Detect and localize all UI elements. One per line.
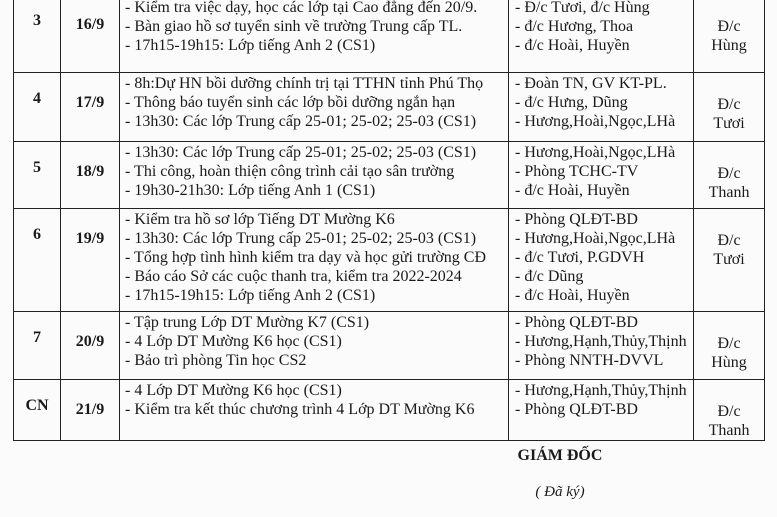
lead-line: Thanh [708, 422, 750, 439]
schedule-row [14, 0, 765, 73]
task-line: - Bàn giao hồ sơ tuyển sinh về trường Trung cấp TL. [125, 18, 463, 35]
lead-line: Đ/c [717, 403, 741, 420]
task-line: - 13h30: Các lớp Trung cấp 25-01; 25-02; 25-03 (CS1) [125, 113, 477, 130]
lead-line: Tươi [713, 251, 745, 268]
assignee-line: - Phòng QLĐT-BD [515, 314, 638, 331]
date-cell: 18/9 [61, 142, 120, 209]
assignee-line: - Đoàn TN, GV KT-PL. [515, 75, 667, 92]
task-line: - Thi công, hoàn thiện công trình cải tạo sân trường [125, 163, 455, 180]
assignees-cell [509, 0, 694, 73]
assignee-line: - Phòng QLĐT-BD [515, 211, 638, 228]
tasks-cell [120, 73, 509, 142]
weekday-cell: 6 [14, 209, 61, 312]
signature-title: GIÁM ĐỐC [517, 447, 603, 464]
schedule-row [14, 73, 765, 142]
task-line: - Tổng hợp tình hình kiểm tra dạy và học gửi trường CĐ [125, 249, 487, 266]
lead-cell [694, 0, 765, 73]
task-line: - 4 Lớp DT Mường K6 học (CS1) [125, 382, 342, 399]
task-line: - Tập trung Lớp DT Mường K7 (CS1) [125, 314, 370, 331]
tasks-cell [120, 142, 509, 209]
task-line: - 17h15-19h15: Lớp tiếng Anh 2 (CS1) [125, 37, 376, 54]
lead-line: Đ/c [717, 165, 741, 182]
signature-note: ( Đã ký) [535, 484, 585, 500]
assignee-line: - Hương,Hạnh,Thủy,Thịnh [515, 382, 687, 399]
assignees-cell [509, 142, 694, 209]
task-line: - 13h30: Các lớp Trung cấp 25-01; 25-02; 25-03 (CS1) [125, 230, 477, 247]
assignee-line: - Đ/c Tươi, đ/c Hùng [515, 0, 650, 16]
assignee-line: - Phòng NNTH-DVVL [515, 352, 664, 369]
lead-cell [694, 380, 765, 441]
assignees-cell [509, 73, 694, 142]
schedule-row [14, 380, 765, 441]
weekday-cell: 5 [14, 142, 61, 209]
lead-line: Đ/c [717, 232, 741, 249]
schedule-row [14, 142, 765, 209]
assignee-line: - Hương,Hoài,Ngọc,LHà [515, 113, 676, 130]
assignee-line: - đ/c Tươi, P.GDVH [515, 249, 645, 266]
task-line: - 19h30-21h30: Lớp tiếng Anh 1 (CS1) [125, 182, 376, 199]
assignee-line: - đ/c Hoài, Huyền [515, 182, 630, 199]
lead-cell [694, 142, 765, 209]
weekday-cell: 7 [14, 312, 61, 380]
lead-line: Đ/c [717, 96, 741, 113]
assignee-line: - Hương,Hoài,Ngọc,LHà [515, 230, 676, 247]
weekday-cell: CN [14, 380, 61, 441]
assignee-line: - đ/c Hương, Thoa [515, 18, 634, 35]
assignees-cell [509, 209, 694, 312]
tasks-cell [120, 380, 509, 441]
assignee-line: - đ/c Hoài, Huyền [515, 37, 630, 54]
assignee-line: - đ/c Dũng [515, 268, 584, 285]
assignee-line: - Hương,Hoài,Ngọc,LHà [515, 144, 676, 161]
lead-line: Hùng [711, 37, 747, 54]
task-line: - 13h30: Các lớp Trung cấp 25-01; 25-02; 25-03 (CS1) [125, 144, 477, 161]
date-cell: 19/9 [61, 209, 120, 312]
date-cell: 17/9 [61, 73, 120, 142]
assignee-line: - Hương,Hạnh,Thủy,Thịnh [515, 333, 687, 350]
tasks-cell [120, 209, 509, 312]
date-cell: 20/9 [61, 312, 120, 380]
schedule-row [14, 209, 765, 312]
lead-line: Tươi [713, 115, 745, 132]
assignee-line: - đ/c Hưng, Dũng [515, 94, 628, 111]
assignees-cell [509, 380, 694, 441]
task-line: - Thông báo tuyển sinh các lớp bồi dưỡng ngắn hạn [125, 94, 456, 111]
date-cell: 21/9 [61, 380, 120, 441]
lead-cell [694, 312, 765, 380]
weekly-schedule-table [13, 0, 765, 441]
lead-line: Đ/c [717, 335, 741, 352]
task-line: - Bảo trì phòng Tin học CS2 [125, 352, 307, 369]
lead-line: Đ/c [717, 18, 741, 35]
task-line: - Kiểm tra kết thúc chương trình 4 Lớp DT Mường K6 [125, 401, 475, 418]
assignees-cell [509, 312, 694, 380]
tasks-cell [120, 0, 509, 73]
task-line: - Báo cáo Sở các cuộc thanh tra, kiểm tra 2022-2024 [125, 268, 462, 285]
task-line: - 4 Lớp DT Mường K6 học (CS1) [125, 333, 342, 350]
lead-cell [694, 73, 765, 142]
weekday-cell: 4 [14, 73, 61, 142]
lead-line: Thanh [708, 184, 750, 201]
task-line: - 17h15-19h15: Lớp tiếng Anh 2 (CS1) [125, 287, 376, 304]
lead-cell [694, 209, 765, 312]
assignee-line: - đ/c Hoài, Huyền [515, 287, 630, 304]
weekday-cell: 3 [14, 0, 61, 73]
tasks-cell [120, 312, 509, 380]
task-line: - Kiểm tra hồ sơ lớp Tiếng DT Mường K6 [125, 211, 395, 228]
assignee-line: - Phòng TCHC-TV [515, 163, 639, 180]
task-line: - Kiểm tra việc dạy, học các lớp tại Cao đẳng đến 20/9. [125, 0, 478, 16]
date-cell: 16/9 [61, 0, 120, 73]
lead-line: Hùng [711, 354, 747, 371]
schedule-row [14, 312, 765, 380]
task-line: - 8h:Dự HN bồi dưỡng chính trị tại TTHN tỉnh Phú Thọ [125, 75, 484, 92]
assignee-line: - Phòng QLĐT-BD [515, 401, 638, 418]
